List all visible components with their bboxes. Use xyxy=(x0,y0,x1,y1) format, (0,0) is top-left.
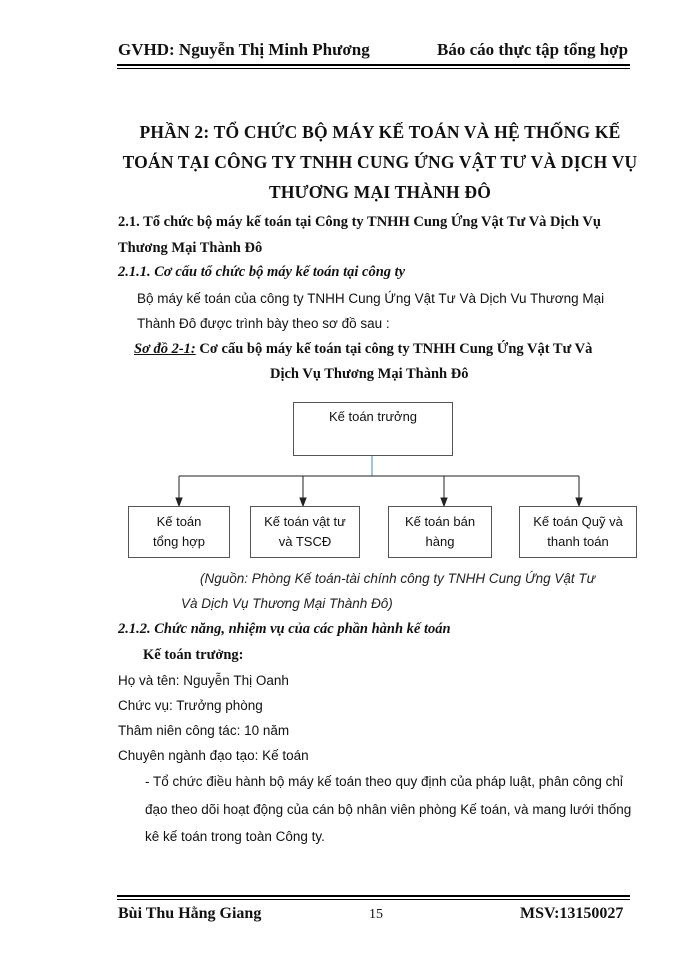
section-2-1-heading: 2.1. Tổ chức bộ máy kế toán tại Công ty TNHH Cung Ứng Vật Tư Và Dịch Vụ xyxy=(118,214,601,230)
source-note-cont: Và Dịch Vụ Thương Mại Thành Đô) xyxy=(181,596,393,611)
arrowhead-2 xyxy=(300,498,306,506)
source-note: (Nguồn: Phòng Kế toán-tài chính công ty TNHH Cung Ứng Vật Tư xyxy=(200,571,596,586)
cash-payment-accounting-box xyxy=(519,506,637,558)
box-label: Kế toán Quỹ và xyxy=(533,514,623,529)
part-title-line: PHẦN 2: TỔ CHỨC BỘ MÁY KẾ TOÁN VÀ HỆ THỐNG KẾ xyxy=(139,122,621,142)
box-label: hàng xyxy=(425,534,455,549)
general-accounting-box xyxy=(128,506,230,558)
duty-text: - Tổ chức điều hành bộ máy kế toán theo quy định của pháp luật, phân công chỉ xyxy=(145,774,623,789)
intro-text: Bộ máy kế toán của công ty TNHH Cung Ứng Vật Tư Và Dịch Vu Thương Mại xyxy=(137,291,605,306)
part-title-line: THƯƠNG MẠI THÀNH ĐÔ xyxy=(268,182,492,202)
chief-name: Họ và tên: Nguyễn Thị Oanh xyxy=(118,673,289,688)
box-label: thanh toán xyxy=(547,534,609,549)
duty-text-cont: đạo theo dõi hoạt động của cán bộ nhân viên phòng Kế toán, và mang lưới thống xyxy=(145,802,632,817)
duty-text-end: kê kế toán trong toàn Công ty. xyxy=(145,829,325,844)
chief-position: Chức vụ: Trưởng phòng xyxy=(118,698,263,713)
arrowhead-4 xyxy=(576,498,582,506)
box-label: tổng hợp xyxy=(153,534,205,549)
chief-major: Chuyên ngành đạo tạo: Kế toán xyxy=(118,748,309,763)
chief-accountant-subheading: Kế toán trưởng: xyxy=(143,647,244,663)
section-2-1-1-heading: 2.1.1. Cơ cấu tổ chức bộ máy kế toán tại công ty xyxy=(118,264,406,280)
diagram-label: Sơ đồ 2-1: xyxy=(134,341,196,357)
arrowhead-1 xyxy=(176,498,182,506)
section-2-1-heading-cont: Thương Mại Thành Đô xyxy=(118,240,263,256)
page-number: 15 xyxy=(369,907,383,922)
materials-assets-accounting-box xyxy=(250,506,360,558)
sales-accounting-box xyxy=(388,506,492,558)
footer-student-id: MSV:13150027 xyxy=(520,905,624,922)
box-label: Kế toán vật tư xyxy=(264,514,346,529)
part-title-line: TOÁN TẠI CÔNG TY TNHH CUNG ỨNG VẬT TƯ VÀ DỊCH VỤ xyxy=(122,152,638,172)
box-label: Kế toán bán xyxy=(404,514,476,529)
footer-rule-thin xyxy=(117,899,630,900)
box-label: và TSCĐ xyxy=(278,534,332,549)
diagram-caption-text: Cơ cấu bộ máy kế toán tại công ty TNHH Cung Ứng Vật Tư Và xyxy=(195,341,593,357)
header-advisor: GVHD: Nguyễn Thị Minh Phương xyxy=(118,40,370,59)
footer-rule xyxy=(117,895,630,897)
arrowhead-3 xyxy=(441,498,447,506)
chief-accountant-box xyxy=(293,402,453,456)
section-2-1-2-heading: 2.1.2. Chức năng, nhiệm vụ của các phần hành kế toán xyxy=(118,621,451,637)
footer-author: Bùi Thu Hằng Giang xyxy=(118,905,262,922)
chief-seniority: Thâm niên công tác: 10 năm xyxy=(118,723,290,738)
intro-text-cont: Thành Đô được trình bày theo sơ đồ sau : xyxy=(137,316,390,331)
chief-accountant-label: Kế toán trưởng xyxy=(328,409,418,424)
box-label: Kế toán xyxy=(156,514,202,529)
diagram-caption-cont: Dịch Vụ Thương Mại Thành Đô xyxy=(270,366,469,382)
header-report-title: Báo cáo thực tập tổng hợp xyxy=(437,40,629,59)
